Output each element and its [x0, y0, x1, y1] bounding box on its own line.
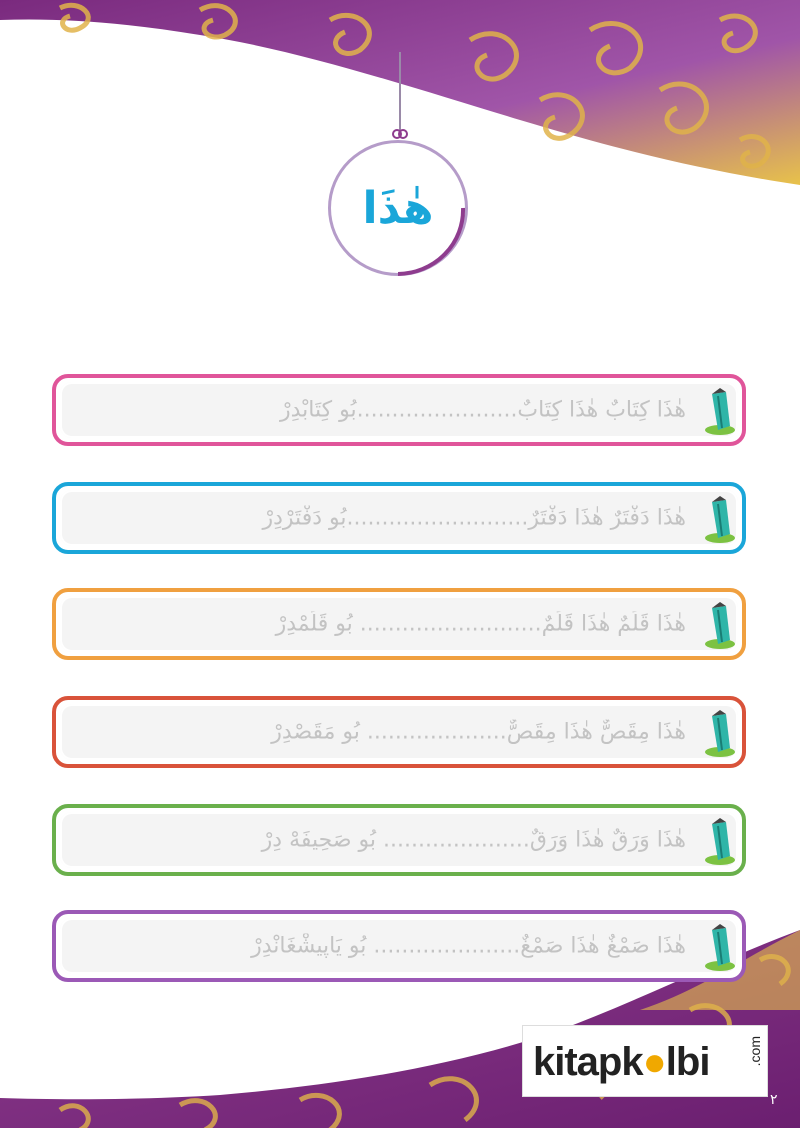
tracing-text: هٰذَا كِتَابٌ هٰذَا كِتَابٌ.......................بُو كِتَابْدِرْ	[280, 397, 686, 423]
tracing-text: هٰذَا قَلَمٌ هٰذَا قَلَمٌ.......................... بُو قَلَمْدِرْ	[275, 611, 686, 637]
page-number: ٢	[770, 1092, 778, 1108]
tracing-text: هٰذَا وَرَقٌ هٰذَا وَرَقٌ..................... بُو صَحِيفَهْ دِرْ	[261, 827, 686, 853]
title-hanger-string	[399, 52, 401, 132]
kitapkalbi-logo	[522, 1025, 768, 1097]
tracing-text: هٰذَا دَفْتَرٌ هٰذَا دَفْتَرٌ..........................بُو دَفْتَرْدِرْ	[262, 505, 686, 531]
practice-row	[52, 588, 746, 660]
practice-row	[52, 374, 746, 446]
pencil-icon	[700, 924, 736, 972]
practice-row	[52, 804, 746, 876]
logo-domain: .com	[747, 1036, 763, 1067]
page-title: هٰذَا	[362, 182, 434, 234]
pencil-icon	[700, 818, 736, 866]
pencil-icon	[700, 710, 736, 758]
pencil-icon	[700, 496, 736, 544]
logo-text: kitapk●lbi	[533, 1040, 710, 1084]
practice-row	[52, 696, 746, 768]
practice-row	[52, 910, 746, 982]
tracing-text: هٰذَا مِقَصٌّ هٰذَا مِقَصٌّ.................... بُو مَقَصْدِرْ	[271, 719, 686, 745]
tracing-text: هٰذَا صَمْغٌ هٰذَا صَمْغٌ..................... بُو يَاپِيشْغَانْدِرْ	[251, 933, 686, 959]
practice-row	[52, 482, 746, 554]
pencil-icon	[700, 388, 736, 436]
pencil-icon	[700, 602, 736, 650]
title-circle-arc	[328, 140, 468, 276]
title-circle	[328, 140, 468, 276]
